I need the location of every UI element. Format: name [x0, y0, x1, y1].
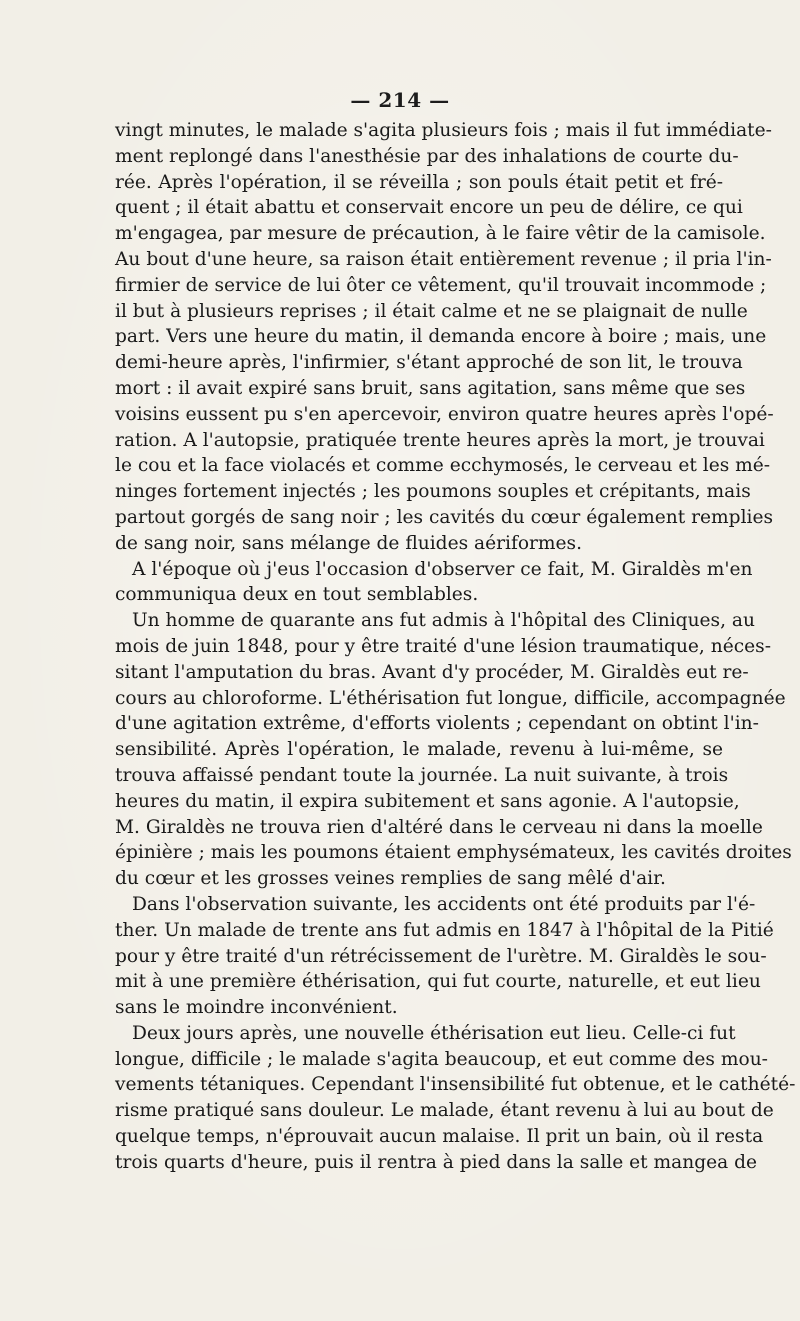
text-line: trois quarts d'heure, puis il rentra à pied dans la salle et mangea de	[115, 1151, 758, 1173]
text-line: ration. A l'autopsie, pratiquée trente heures après la mort, je trouvai	[115, 429, 765, 451]
text-line: m'engagea, par mesure de précaution, à le faire vêtir de la camisole.	[115, 223, 766, 245]
text-line: communiqua deux en tout semblables.	[115, 584, 479, 606]
text-line: ther. Un malade de trente ans fut admis en 1847 à l'hôpital de la Pitié	[115, 919, 774, 941]
paragraph	[115, 1021, 796, 1176]
text-line: vingt minutes, le malade s'agita plusieurs fois ; mais il fut immédiate-	[115, 120, 772, 141]
text-line: trouva affaissé pendant toute la journée. La nuit suivante, à trois	[115, 764, 729, 786]
text-line: mort : il avait expiré sans bruit, sans agitation, sans même que ses	[115, 377, 746, 399]
text-line: firmier de service de lui ôter ce vêtement, qu'il trouvait incommode ;	[115, 274, 767, 296]
text-line: partout gorgés de sang noir ; les cavités du cœur également remplies	[115, 506, 774, 528]
text-line: ninges fortement injectés ; les poumons souples et crépitants, mais	[115, 481, 751, 503]
paragraph	[115, 118, 774, 557]
text-line: épinière ; mais les poumons étaient emphysémateux, les cavités droites	[115, 842, 792, 864]
text-line: sans le moindre inconvénient.	[115, 997, 398, 1019]
text-line: sensibilité. Après l'opération, le malade, revenu à lui-même, se	[115, 739, 723, 761]
text-line: sitant l'amputation du bras. Avant d'y procéder, M. Giraldès eut re-	[115, 661, 749, 683]
text-line: il but à plusieurs reprises ; il était calme et ne se plaignait de nulle	[115, 300, 748, 322]
paragraph	[115, 892, 774, 1021]
text-line: Au bout d'une heure, sa raison était entièrement revenue ; il pria l'in-	[115, 248, 772, 270]
text-line: risme pratiqué sans douleur. Le malade, étant revenu à lui au bout de	[115, 1100, 774, 1122]
text-line: Deux jours après, une nouvelle éthérisation eut lieu. Celle-ci fut	[132, 1022, 736, 1044]
body-text	[115, 118, 796, 1176]
text-line: ment replongé dans l'anesthésie par des inhalations de courte du-	[115, 145, 739, 167]
text-line: du cœur et les grosses veines remplies de sang mêlé d'air.	[115, 868, 666, 890]
text-line: quent ; il était abattu et conservait encore un peu de délire, ce qui	[115, 197, 743, 219]
text-line: d'une agitation extrême, d'efforts violents ; cependant on obtint l'in-	[115, 713, 759, 735]
text-line: mois de juin 1848, pour y être traité d'une lésion traumatique, néces-	[115, 635, 771, 657]
text-line: demi-heure après, l'infirmier, s'étant approché de son lit, le trouva	[115, 352, 743, 374]
text-line: Un homme de quarante ans fut admis à l'hôpital des Cliniques, au	[132, 610, 755, 632]
text-line: le cou et la face violacés et comme ecchymosés, le cerveau et les mé-	[115, 455, 771, 477]
text-line: longue, difficile ; le malade s'agita beaucoup, et eut comme des mou-	[115, 1048, 768, 1070]
text-line: part. Vers une heure du matin, il demanda encore à boire ; mais, une	[115, 326, 767, 348]
text-line: voisins eussent pu s'en apercevoir, environ quatre heures après l'opé-	[115, 403, 774, 425]
paragraph	[115, 608, 792, 892]
text-line: cours au chloroforme. L'éthérisation fut longue, difficile, accompagnée	[115, 687, 786, 709]
text-line: M. Giraldès ne trouva rien d'altéré dans le cerveau ni dans la moelle	[115, 816, 763, 838]
text-line: rée. Après l'opération, il se réveilla ; son pouls était petit et fré-	[115, 171, 723, 193]
text-line: heures du matin, il expira subitement et sans agonie. A l'autopsie,	[115, 790, 740, 812]
text-line: vements tétaniques. Cependant l'insensibilité fut obtenue, et le cathété-	[115, 1074, 796, 1096]
text-line: de sang noir, sans mélange de fluides aériformes.	[115, 532, 583, 554]
paragraph	[115, 557, 753, 609]
text-line: A l'époque où j'eus l'occasion d'observer ce fait, M. Giraldès m'en	[132, 558, 753, 580]
text-line: quelque temps, n'éprouvait aucun malaise. Il prit un bain, où il resta	[115, 1126, 764, 1148]
text-line: Dans l'observation suivante, les accidents ont été produits par l'é-	[132, 893, 756, 915]
text-line: pour y être traité d'un rétrécissement de l'urètre. M. Giraldès le sou-	[115, 945, 767, 967]
text-line: mit à une première éthérisation, qui fut courte, naturelle, et eut lieu	[115, 971, 761, 993]
page-number: — 214 —	[350, 88, 450, 112]
